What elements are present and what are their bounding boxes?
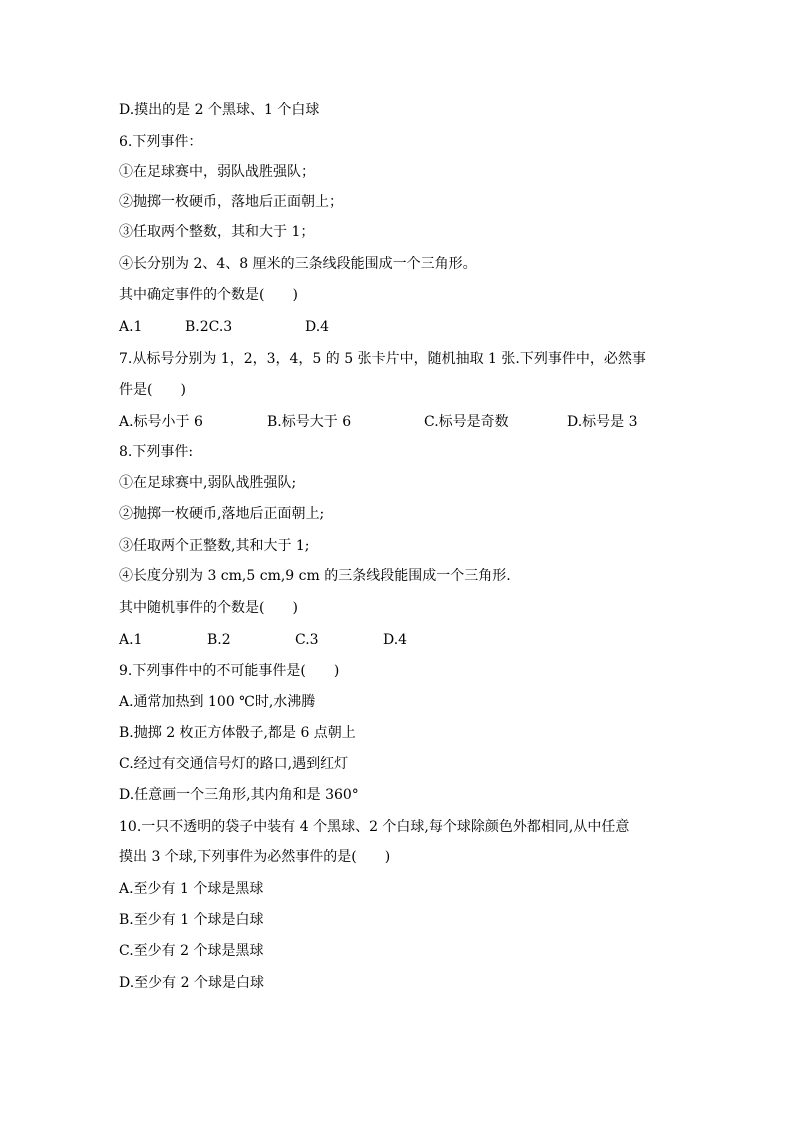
q6-item-3: ③任取两个整数，其和大于 1； [119,224,315,240]
q10-option-a: A.至少有 1 个球是黑球 [119,881,264,897]
q9-option-d: D.任意画一个三角形,其内角和是 360° [119,787,359,803]
q5-option-d: D.摸出的是 2 个黑球、1 个白球 [119,102,320,118]
q8-option-a: A.1 [119,632,143,648]
q7-option-b: B.标号大于 6 [267,414,352,430]
q8-item-4: ④长度分别为 3 cm,5 cm,9 cm 的三条线段能围成一个三角形. [119,568,511,584]
q10-option-c: C.至少有 2 个球是黑球 [119,943,264,959]
q8-stem: 8.下列事件: [119,444,194,460]
q9-option-c: C.经过有交通信号灯的路口,遇到红灯 [119,756,349,772]
q6-option-a: A.1 [119,319,143,335]
q8-option-d: D.4 [383,632,408,648]
q8-item-1: ①在足球赛中,弱队战胜强队; [119,475,297,491]
q8-option-b: B.2 [207,632,231,648]
q9-stem: 9.下列事件中的不可能事件是( ) [119,663,340,679]
q7-stem-line-1: 7.从标号分别为 1，2，3，4，5 的 5 张卡片中，随机抽取 1 张.下列事件中，必然事 [119,351,646,367]
q8-question: 其中随机事件的个数是( ) [119,600,298,616]
q7-option-c: C.标号是奇数 [424,414,509,430]
q7-stem-line-2: 件是( ) [119,382,186,398]
q6-question: 其中确定事件的个数是( ) [119,287,298,303]
q6-stem: 6.下列事件： [119,134,203,150]
q9-option-a: A.通常加热到 100 ℃时,水沸腾 [119,694,316,710]
q10-option-b: B.至少有 1 个球是白球 [119,912,264,928]
q10-option-d: D.至少有 2 个球是白球 [119,975,264,991]
q8-item-2: ②抛掷一枚硬币,落地后正面朝上; [119,506,325,522]
q10-stem-line-2: 摸出 3 个球,下列事件为必然事件的是( ) [119,849,391,865]
q7-option-d: D.标号是 3 [567,414,638,430]
q10-stem-line-1: 10.一只不透明的袋子中装有 4 个黑球、2 个白球,每个球除颜色外都相同,从中任意 [119,819,630,835]
q8-option-c: C.3 [295,632,319,648]
q6-item-1: ①在足球赛中，弱队战胜强队； [119,164,315,180]
q9-option-b: B.抛掷 2 枚正方体骰子,都是 6 点朝上 [119,725,356,741]
q6-option-bc: B.2C.3 [185,319,233,335]
q6-option-d: D.4 [305,319,330,335]
q6-item-4: ④长分别为 2、4、8 厘米的三条线段能围成一个三角形。 [119,256,477,272]
q8-item-3: ③任取两个正整数,其和大于 1; [119,538,310,554]
q6-item-2: ②抛掷一枚硬币，落地后正面朝上； [119,194,343,210]
q7-option-a: A.标号小于 6 [119,414,203,430]
